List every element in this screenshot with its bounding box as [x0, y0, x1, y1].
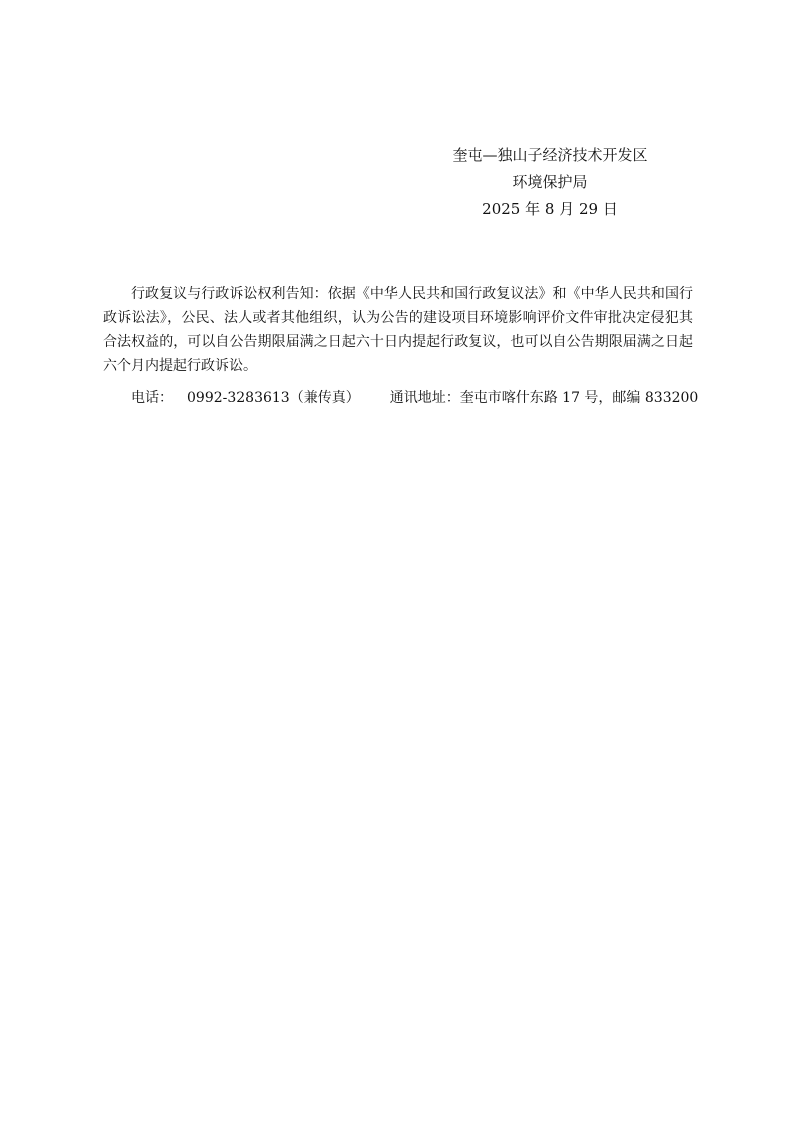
organization-name-line2: 环境保护局 [512, 173, 588, 191]
signature-date: 2025 年 8 月 29 日 [482, 200, 618, 218]
signature-block [400, 142, 700, 223]
legal-rights-notice: 行政复议与行政诉讼权利告知：依据《中华人民共和国行政复议法》和《中华人民共和国行政诉讼法》，公民、法人或者其他组织，认为公告的建设项目环境影响评价文件审批决定侵犯其合法权益的，可以自公告期限届满之日起六十日内提起行政复议，也可以自公告期限届满之日起六个月内提起行政诉讼。 [103, 286, 693, 374]
phone-number: 0992-3283613（兼传真） [187, 390, 360, 406]
address-label: 通讯地址： [389, 390, 460, 406]
phone-label: 电话： [131, 390, 173, 406]
contact-info [131, 388, 698, 408]
address-value: 奎屯市喀什东路 17 号，邮编 833200 [459, 390, 699, 406]
organization-name-line1: 奎屯—独山子经济技术开发区 [452, 146, 648, 164]
